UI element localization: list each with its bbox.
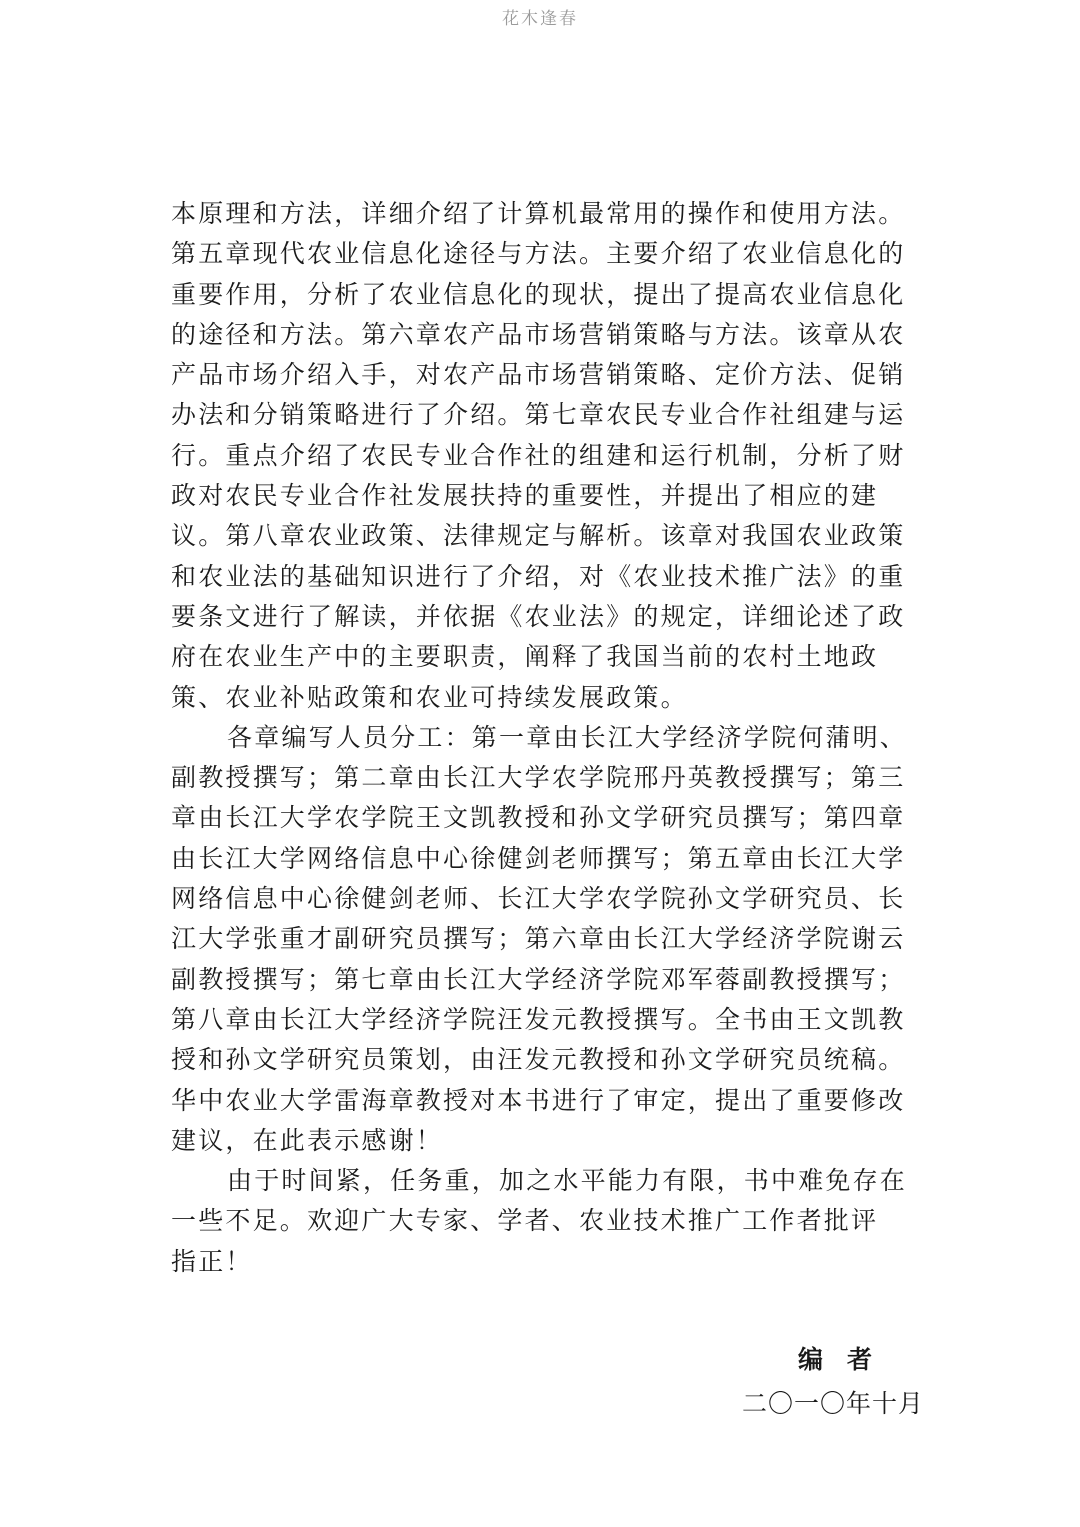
signature-date: 二〇一〇年十月 <box>742 1389 925 1418</box>
text-line: 第五章现代农业信息化途径与方法。主要介绍了农业信息化的 <box>171 239 906 269</box>
text-line: 由长江大学网络信息中心徐健剑老师撰写；第五章由长江大学 <box>171 843 906 873</box>
text-line: 华中农业大学雷海章教授对本书进行了审定，提出了重要修改 <box>171 1085 906 1115</box>
text-line: 授和孙文学研究员策划，由汪发元教授和孙文学研究员统稿。 <box>171 1045 906 1075</box>
text-line: 要条文进行了解读，并依据《农业法》的规定，详细论述了政 <box>171 601 906 631</box>
text-line: 重要作用，分析了农业信息化的现状，提出了提高农业信息化 <box>171 279 906 309</box>
text-line: 议。第八章农业政策、法律规定与解析。该章对我国农业政策 <box>171 521 906 551</box>
text-line: 一些不足。欢迎广大专家、学者、农业技术推广工作者批评 <box>171 1206 879 1236</box>
page-body <box>171 194 941 1282</box>
text-line: 各章编写人员分工：第一章由长江大学经济学院何蒲明、 <box>227 722 908 752</box>
text-line: 本原理和方法，详细介绍了计算机最常用的操作和使用方法。 <box>171 199 906 228</box>
text-line: 和农业法的基础知识进行了介绍，对《农业技术推广法》的重 <box>171 561 906 591</box>
text-line: 建议，在此表示感谢！ <box>171 1125 444 1155</box>
paragraph-closing <box>171 1161 941 1282</box>
text-line: 的途径和方法。第六章农产品市场营销策略与方法。该章从农 <box>171 319 906 349</box>
watermark: 花木逢春 <box>502 9 578 29</box>
text-line: 第八章由长江大学经济学院汪发元教授撰写。全书由王文凯教 <box>171 1004 906 1034</box>
text-line: 江大学张重才副研究员撰写；第六章由长江大学经济学院谢云 <box>171 924 906 954</box>
text-line: 策、农业补贴政策和农业可持续发展政策。 <box>171 682 688 712</box>
text-line: 副教授撰写；第七章由长江大学经济学院邓军蓉副教授撰写； <box>171 964 906 994</box>
text-line: 产品市场介绍入手，对农产品市场营销策略、定价方法、促销 <box>171 360 906 390</box>
text-line: 办法和分销策略进行了介绍。第七章农民专业合作社组建与运 <box>171 400 906 430</box>
text-line: 网络信息中心徐健剑老师、长江大学农学院孙文学研究员、长 <box>171 884 906 914</box>
paragraph-chapter-summary <box>171 194 941 718</box>
text-line: 由于时间紧，任务重，加之水平能力有限，书中难免存在 <box>227 1166 908 1196</box>
text-line: 章由长江大学农学院王文凯教授和孙文学研究员撰写；第四章 <box>171 803 906 833</box>
signature-editor: 编者 <box>798 1345 897 1374</box>
paragraph-authors <box>171 718 941 1161</box>
text-line: 府在农业生产中的主要职责，阐释了我国当前的农村土地政 <box>171 642 879 672</box>
text-line: 政对农民专业合作社发展扶持的重要性，并提出了相应的建 <box>171 481 879 511</box>
text-line: 行。重点介绍了农民专业合作社的组建和运行机制，分析了财 <box>171 440 906 470</box>
text-line: 指正！ <box>171 1246 253 1276</box>
text-line: 副教授撰写；第二章由长江大学农学院邢丹英教授撰写；第三 <box>171 763 906 793</box>
